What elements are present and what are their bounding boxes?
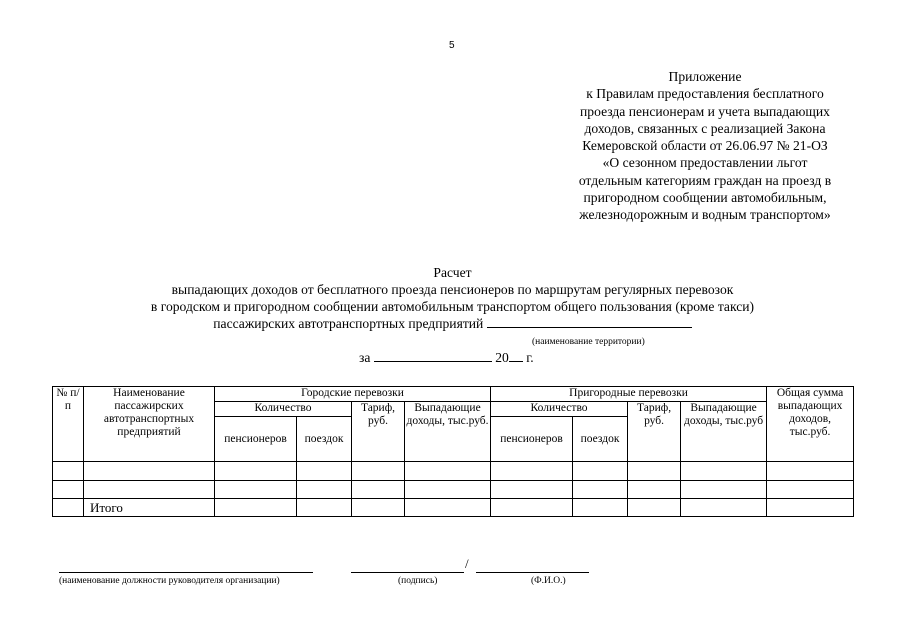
col-header-city-quantity: Количество xyxy=(215,402,352,417)
col-header-city-pensioners: пенсионеров xyxy=(215,417,297,462)
col-header-city-trips: поездок xyxy=(297,417,352,462)
period-prefix: за xyxy=(359,350,371,365)
appendix-line: Приложение xyxy=(668,69,742,84)
appendix-header xyxy=(540,68,870,224)
table-cell[interactable] xyxy=(53,462,84,481)
calc-line-3-text: пассажирских автотранспортных предприятий xyxy=(213,316,484,331)
fio-caption: (Ф.И.О.) xyxy=(531,576,566,586)
table-cell[interactable] xyxy=(681,499,767,517)
table-cell[interactable] xyxy=(297,481,352,499)
table-cell[interactable] xyxy=(491,481,573,499)
total-row xyxy=(53,499,854,517)
table-cell[interactable] xyxy=(215,481,297,499)
table-cell[interactable] xyxy=(628,462,681,481)
col-group-suburban: Пригородные перевозки xyxy=(491,387,767,402)
appendix-line: Кемеровской области от 26.06.97 № 21-ОЗ xyxy=(582,138,828,154)
table-cell[interactable] xyxy=(767,481,854,499)
table-cell[interactable] xyxy=(84,462,215,481)
table-cell[interactable] xyxy=(628,499,681,517)
table-row xyxy=(53,481,854,499)
col-header-suburban-quantity: Количество xyxy=(491,402,628,417)
table-cell[interactable] xyxy=(681,481,767,499)
year-suffix: г. xyxy=(526,350,534,365)
page-number: 5 xyxy=(449,40,455,51)
total-row-label: Итого xyxy=(84,499,215,517)
table-cell[interactable] xyxy=(405,499,491,517)
col-header-city-income: Выпадающие доходы, тыс.руб. xyxy=(405,402,491,462)
year-prefix: 20 xyxy=(495,350,509,365)
appendix-line: доходов, связанных с реализацией Закона xyxy=(584,120,826,136)
signature-separator: / xyxy=(465,556,469,571)
calc-line-3 xyxy=(0,315,905,332)
appendix-line: проезда пенсионерам и учета выпадающих xyxy=(580,103,830,119)
table-cell[interactable] xyxy=(767,499,854,517)
table-cell[interactable] xyxy=(84,481,215,499)
table-cell[interactable] xyxy=(352,462,405,481)
table-cell[interactable] xyxy=(215,462,297,481)
calculation-heading xyxy=(0,264,905,332)
table-cell[interactable] xyxy=(491,462,573,481)
calc-title: Расчет xyxy=(433,265,472,280)
table-cell[interactable] xyxy=(53,499,84,517)
table-cell[interactable] xyxy=(53,481,84,499)
col-header-suburban-trips: поездок xyxy=(573,417,628,462)
calc-line-2: в городском и пригородном сообщении автомобильным транспортом общего пользования (кроме такси) xyxy=(150,299,755,314)
col-header-suburban-income: Выпадающие доходы, тыс.руб xyxy=(681,402,767,462)
table-cell[interactable] xyxy=(573,499,628,517)
col-group-city: Городские перевозки xyxy=(215,387,491,402)
table-cell[interactable] xyxy=(681,462,767,481)
signature-line[interactable] xyxy=(351,572,464,573)
table-cell[interactable] xyxy=(297,499,352,517)
col-header-suburban-pensioners: пенсионеров xyxy=(491,417,573,462)
appendix-line: к Правилам предоставления бесплатного xyxy=(586,86,824,102)
calc-line-1: выпадающих доходов от бесплатного проезда пенсионеров по маршрутам регулярных перевозок xyxy=(171,282,734,297)
period-line xyxy=(359,349,534,366)
table-cell[interactable] xyxy=(405,462,491,481)
appendix-line: «О сезонном предоставлении льгот xyxy=(602,155,808,171)
table-cell[interactable] xyxy=(297,462,352,481)
table-cell[interactable] xyxy=(215,499,297,517)
appendix-line: пригородном сообщении автомобильным, xyxy=(583,190,827,206)
table-cell[interactable] xyxy=(767,462,854,481)
income-table xyxy=(52,386,854,517)
appendix-line: железнодорожным и водным транспортом» xyxy=(579,207,831,223)
table-cell[interactable] xyxy=(352,481,405,499)
col-header-name: Наименование пассажирских автотранспортных предприятий xyxy=(84,387,215,462)
table-row xyxy=(53,462,854,481)
position-caption: (наименование должности руководителя организации) xyxy=(59,576,280,586)
fio-line[interactable] xyxy=(476,572,589,573)
territory-field[interactable] xyxy=(487,315,692,328)
table-cell[interactable] xyxy=(405,481,491,499)
year-field[interactable] xyxy=(509,349,523,362)
table-cell[interactable] xyxy=(628,481,681,499)
signature-caption: (подпись) xyxy=(398,576,438,586)
col-header-city-tariff: Тариф, руб. xyxy=(352,402,405,462)
col-header-total: Общая сумма выпадающих доходов, тыс.руб. xyxy=(767,387,854,462)
table-cell[interactable] xyxy=(573,481,628,499)
position-line[interactable] xyxy=(59,572,313,573)
table-cell[interactable] xyxy=(491,499,573,517)
territory-caption: (наименование территории) xyxy=(532,337,645,347)
col-header-num: № п/п xyxy=(53,387,84,462)
period-field[interactable] xyxy=(374,349,492,362)
col-header-suburban-tariff: Тариф, руб. xyxy=(628,402,681,462)
table-cell[interactable] xyxy=(352,499,405,517)
table-cell[interactable] xyxy=(573,462,628,481)
appendix-line: отдельным категориям граждан на проезд в xyxy=(578,172,832,188)
